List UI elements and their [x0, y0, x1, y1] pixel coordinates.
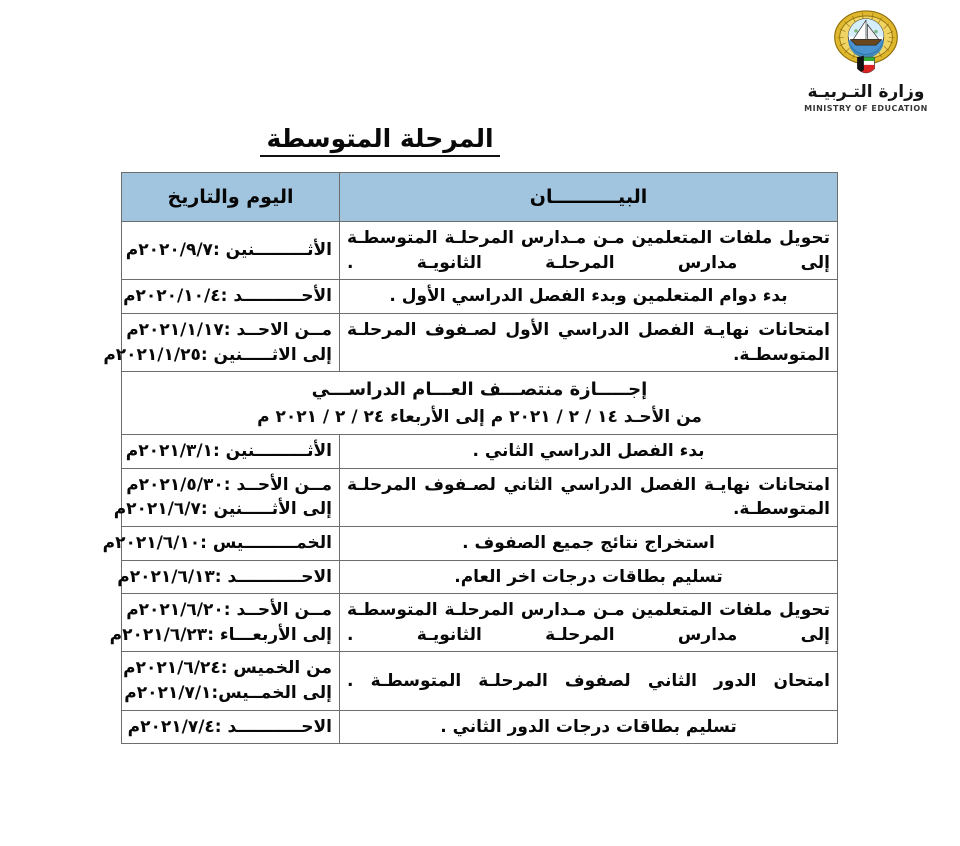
date-cell — [113, 468, 340, 526]
date-value: ٢٠٢١/٣/١م — [125, 441, 213, 461]
day-label: مــن الأحــد : — [223, 600, 332, 621]
day-label: إلى الأثـــــنين : — [200, 499, 332, 520]
table-row — [122, 652, 838, 710]
holiday-date-range: من الأحـد ١٤ / ٢ / ٢٠٢١ م إلى الأربعاء ٢٤ / ٢ / ٢٠٢١ م — [257, 407, 702, 428]
ministry-name-en: MINISTRY OF EDUCATION — [804, 103, 928, 113]
date-line — [129, 715, 332, 740]
date-value: ٢٠٢١/٥/٣٠م — [126, 474, 224, 495]
table-row — [122, 594, 838, 652]
date-line — [109, 623, 332, 648]
date-value: ٢٠٢١/١/١٧م — [126, 319, 224, 340]
statement-cell: بدء دوام المتعلمين وبدء الفصل الدراسي الأول . — [340, 280, 838, 314]
date-cell — [122, 710, 340, 744]
date-value: ٢٠٢١/٦/٢٣م — [109, 624, 208, 645]
statement-cell: تسليم بطاقات درجات الدور الثاني . — [340, 710, 838, 744]
day-label: مــن الاحــد : — [223, 319, 332, 340]
table-row — [122, 710, 838, 744]
table-row — [122, 313, 838, 371]
date-line — [125, 439, 332, 464]
date-line — [126, 473, 332, 498]
day-label: إلى الخمــيس: — [211, 683, 332, 704]
date-value: ٢٠٢١/٧/١م — [124, 683, 212, 704]
date-value: ٢٠٢١/٦/٢٠م — [126, 600, 224, 621]
date-line — [126, 598, 332, 623]
day-label: الأحــــــــــد : — [220, 286, 332, 307]
column-header-date: اليوم والتاريخ — [122, 173, 340, 222]
day-label: إلى الأربعـــاء : — [207, 624, 332, 645]
day-label: الأثـــــــــنين : — [212, 441, 332, 461]
statement-cell: تحويل ملفات المتعلمين مـن مـدارس المرحلـة المتوسطـة إلى مدارس المرحلـة الثانويـة . — [340, 594, 838, 652]
statement-cell: تحويل ملفات المتعلمين مـن مـدارس المرحلـة المتوسطـة إلى مدارس المرحلـة الثانويـة . — [340, 222, 838, 280]
date-value: ٢٠٢١/٦/٧م — [113, 499, 201, 520]
date-cell — [122, 222, 340, 280]
page-title-container — [0, 124, 960, 157]
date-cell — [103, 313, 340, 371]
date-cell — [122, 652, 340, 710]
ministry-name-ar: وزارة التـربيـة — [807, 82, 925, 102]
table-header-row — [122, 173, 838, 222]
day-label: من الخميس : — [220, 658, 332, 679]
day-label: إلى الاثـــــنين : — [200, 344, 332, 365]
date-line — [102, 531, 332, 556]
holiday-title: إجـــــازة منتصـــف العـــام الدراســـي — [311, 379, 648, 401]
day-label: الاحـــــــــــد : — [214, 716, 332, 737]
table-row — [122, 435, 838, 469]
statement-cell: تسليم بطاقات درجات اخر العام. — [340, 560, 838, 594]
date-cell — [122, 435, 340, 469]
date-value: ٢٠٢١/١/٢٥م — [103, 344, 201, 365]
date-cell — [122, 280, 340, 314]
date-value: ٢٠٢١/٦/١٠م — [102, 532, 201, 553]
statement-cell: بدء الفصل الدراسي الثاني . — [340, 435, 838, 469]
date-value: ٢٠٢٠/١٠/٤م — [123, 286, 221, 307]
date-cell — [102, 526, 340, 560]
statement-cell: امتحان الدور الثاني لصفوف المرحلـة المتوسطـة . — [340, 652, 838, 710]
column-header-statement: البيــــــــــان — [340, 173, 838, 222]
date-cell — [117, 560, 340, 594]
date-line — [103, 343, 332, 368]
date-line — [125, 238, 332, 263]
day-label: الأثـــــــــنين : — [212, 240, 332, 261]
date-line — [117, 565, 332, 590]
table-row — [122, 468, 838, 526]
day-label: الخمـــــــــيس : — [200, 532, 332, 553]
date-value: ٢٠٢٠/٩/٧م — [125, 240, 213, 261]
date-value: ٢٠٢١/٦/٢٤م — [123, 658, 221, 679]
date-cell — [109, 594, 340, 652]
day-label: الاحـــــــــــد : — [214, 566, 332, 587]
table-header — [122, 173, 838, 222]
page-title: المرحلة المتوسطة — [260, 124, 499, 157]
table-row — [122, 280, 838, 314]
date-line — [123, 284, 332, 309]
table-row — [122, 526, 838, 560]
date-line — [123, 656, 332, 681]
schedule-table-container — [102, 172, 838, 744]
statement-cell: امتحانات نهايـة الفصل الدراسي الأول لصـفوف المرحلـة المتوسطـة. — [340, 313, 838, 371]
kuwait-state-emblem-icon — [830, 6, 902, 80]
mid-year-holiday-cell — [122, 372, 838, 435]
day-label: مــن الأحــد : — [223, 474, 332, 495]
date-value: ٢٠٢١/٧/٤م — [127, 716, 215, 737]
table-row — [122, 560, 838, 594]
table-body — [102, 222, 838, 744]
date-line — [113, 497, 332, 522]
date-value: ٢٠٢١/٦/١٣م — [117, 566, 215, 587]
statement-cell: امتحانات نهايـة الفصل الدراسي الثاني لصـفوف المرحلـة المتوسطـة. — [340, 468, 838, 526]
holiday-row — [122, 372, 838, 435]
date-line — [124, 681, 332, 706]
academic-calendar-table — [102, 172, 838, 744]
table-row — [122, 222, 838, 280]
date-line — [126, 318, 332, 343]
document-header — [786, 6, 946, 113]
statement-cell: استخراج نتائج جميع الصفوف . — [340, 526, 838, 560]
